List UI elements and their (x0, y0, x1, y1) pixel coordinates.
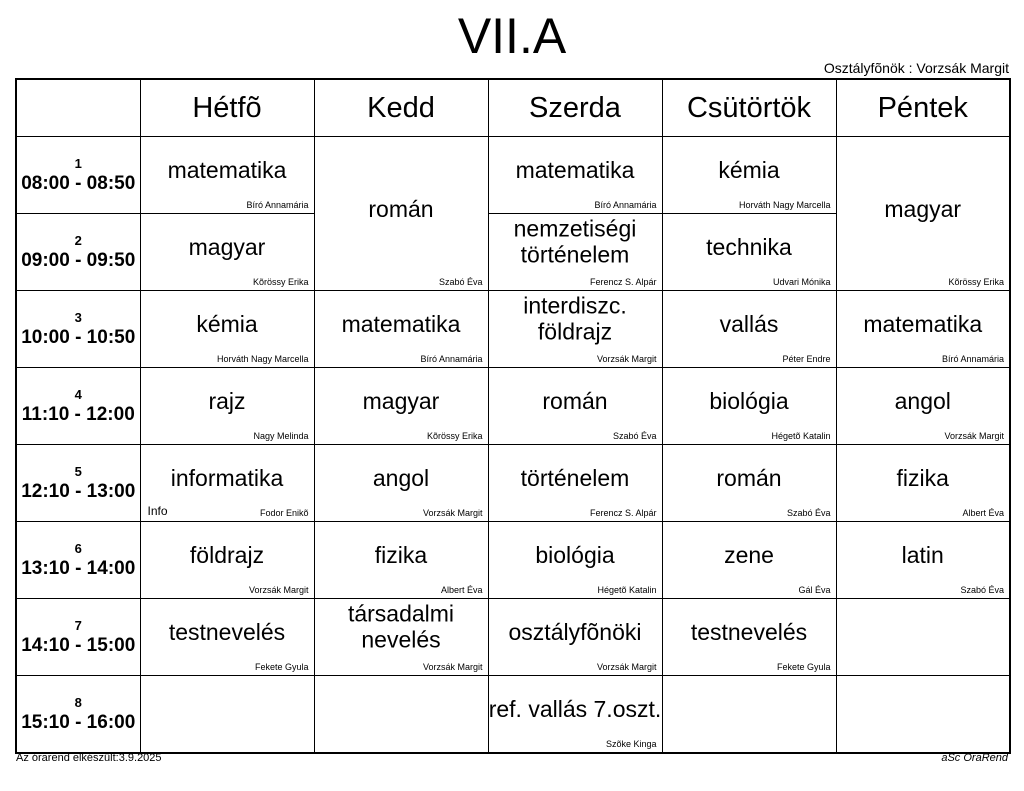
lesson-subject: zene (724, 541, 774, 568)
lesson-cell (836, 445, 1010, 522)
header-row (16, 79, 1010, 137)
period-row-6 (16, 522, 1010, 599)
lesson-cell (140, 291, 314, 368)
day-header-monday: Hétfõ (140, 79, 314, 137)
lesson-cell (488, 445, 662, 522)
lesson-teacher: Ferencz S. Alpár (589, 277, 657, 287)
period-row-8 (16, 676, 1010, 754)
period-label (16, 676, 140, 754)
lesson-cell (314, 445, 488, 522)
lesson-subject: román (716, 464, 782, 491)
lesson-cell (662, 368, 836, 445)
period-row-7 (16, 599, 1010, 676)
lesson-cell (488, 368, 662, 445)
empty-cell (836, 676, 1010, 754)
lesson-teacher: Szabó Éva (612, 431, 657, 441)
lesson-subject: fizika (374, 541, 428, 568)
lesson-teacher: Vorzsák Margit (944, 431, 1004, 441)
lesson-teacher: Szabó Éva (960, 585, 1004, 595)
lesson-cell (488, 599, 662, 676)
lesson-teacher: Szabó Éva (786, 508, 831, 518)
lesson-teacher: Albert Éva (440, 585, 483, 595)
lesson-subject: informatika (170, 464, 284, 491)
empty-cell (836, 599, 1010, 676)
lesson-teacher: Horváth Nagy Marcella (216, 354, 309, 364)
lesson-subject: matematika (167, 156, 287, 183)
period-time: 12:10 - 13:00 (21, 481, 136, 502)
period-number: 1 (74, 156, 82, 171)
lesson-teacher: Fodor Enikõ (259, 508, 309, 518)
lesson-cell (140, 368, 314, 445)
period-label (16, 599, 140, 676)
lesson-teacher: Vorzsák Margit (248, 585, 309, 595)
lesson-teacher: Nagy Melinda (253, 431, 309, 441)
lesson-teacher: Szabó Éva (438, 277, 483, 287)
corner-cell (16, 79, 140, 137)
lesson-subject: magyar (188, 233, 266, 260)
period-label (16, 368, 140, 445)
period-number: 2 (74, 233, 82, 248)
lesson-teacher: Albert Éva (962, 508, 1004, 518)
lesson-subject: angol (372, 464, 430, 491)
empty-cell (140, 676, 314, 754)
lesson-teacher: Szõke Kinga (605, 739, 657, 749)
lesson-cell (662, 214, 836, 291)
lesson-cell (836, 368, 1010, 445)
lesson-teacher: Bíró Annamária (420, 354, 483, 364)
lesson-teacher: Hégetõ Katalin (771, 431, 831, 441)
lesson-subject: földrajz (189, 541, 265, 568)
lesson-subject: magyar (884, 195, 962, 222)
lesson-subject: testnevelés (690, 618, 808, 645)
lesson-subject: technika (706, 233, 792, 260)
lesson-cell (836, 137, 1010, 291)
lesson-subject: osztályfõnöki (508, 618, 642, 645)
lesson-teacher: Ferencz S. Alpár (589, 508, 657, 518)
lesson-cell (662, 599, 836, 676)
timetable (15, 78, 1011, 754)
lesson-cell (488, 214, 662, 291)
lesson-cell (314, 291, 488, 368)
day-header-tuesday: Kedd (314, 79, 488, 137)
period-time: 14:10 - 15:00 (21, 635, 136, 656)
lesson-subject: biológia (535, 541, 615, 568)
lesson-teacher: Bíró Annamária (941, 354, 1004, 364)
lesson-cell (488, 137, 662, 214)
lesson-subject: történelem (520, 464, 630, 491)
lesson-cell (662, 445, 836, 522)
period-number: 4 (74, 387, 82, 402)
lesson-cell (140, 599, 314, 676)
lesson-subject: kémia (718, 156, 780, 183)
lesson-teacher: Bíró Annamária (594, 200, 657, 210)
lesson-subject: biológia (709, 387, 789, 414)
lesson-teacher: Vorzsák Margit (596, 662, 657, 672)
lesson-cell (140, 445, 314, 522)
lesson-cell (140, 522, 314, 599)
period-label (16, 445, 140, 522)
period-time: 13:10 - 14:00 (21, 558, 136, 579)
generated-date: Az órarend elkészült:3.9.2025 (16, 752, 162, 764)
day-header-wednesday: Szerda (488, 79, 662, 137)
lesson-cell (314, 137, 488, 291)
lesson-teacher: Gál Éva (798, 585, 831, 595)
lesson-subject: matematika (863, 310, 983, 337)
period-label (16, 214, 140, 291)
day-header-friday: Péntek (836, 79, 1010, 137)
period-time: 09:00 - 09:50 (21, 250, 136, 271)
period-label (16, 137, 140, 214)
lesson-cell (488, 522, 662, 599)
lesson-room: Info (147, 504, 168, 518)
period-row-1 (16, 137, 1010, 214)
lesson-cell (314, 368, 488, 445)
period-label (16, 291, 140, 368)
lesson-cell (314, 522, 488, 599)
software-credit: aSc OraRend (941, 752, 1008, 764)
period-number: 5 (74, 464, 82, 479)
period-time: 10:00 - 10:50 (21, 327, 136, 348)
lesson-subject: testnevelés (168, 618, 286, 645)
period-label (16, 522, 140, 599)
lesson-cell (140, 137, 314, 214)
lesson-teacher: Péter Endre (782, 354, 831, 364)
lesson-cell (662, 137, 836, 214)
day-header-thursday: Csütörtök (662, 79, 836, 137)
lesson-cell (314, 599, 488, 676)
lesson-cell (488, 291, 662, 368)
lesson-subject: magyar (362, 387, 440, 414)
lesson-teacher: Fekete Gyula (776, 662, 831, 672)
lesson-teacher: Hégetõ Katalin (597, 585, 657, 595)
head-teacher: Osztályfõnök : Vorzsák Margit (823, 60, 1009, 76)
lesson-subject: román (368, 195, 434, 222)
lesson-subject: vallás (719, 310, 779, 337)
lesson-cell (662, 522, 836, 599)
lesson-cell (488, 676, 662, 754)
lesson-subject: román (542, 387, 608, 414)
class-title: VII.A (457, 8, 567, 64)
period-time: 11:10 - 12:00 (21, 404, 135, 425)
lesson-cell (662, 291, 836, 368)
lesson-subject: ref. vallás 7.oszt. (488, 695, 662, 722)
period-time: 15:10 - 16:00 (21, 712, 136, 733)
lesson-cell (836, 522, 1010, 599)
lesson-subject: matematika (341, 310, 461, 337)
lesson-cell (836, 291, 1010, 368)
lesson-subject: rajz (208, 387, 246, 414)
lesson-subject: interdiszc. földrajz (523, 292, 627, 345)
period-number: 3 (74, 310, 82, 325)
lesson-teacher: Vorzsák Margit (422, 508, 483, 518)
lesson-subject: matematika (515, 156, 635, 183)
empty-cell (662, 676, 836, 754)
period-row-5 (16, 445, 1010, 522)
period-time: 08:00 - 08:50 (21, 173, 136, 194)
lesson-teacher: Kõrössy Erika (948, 277, 1004, 287)
lesson-teacher: Kõrössy Erika (252, 277, 309, 287)
lesson-teacher: Udvari Mónika (772, 277, 831, 287)
period-row-3 (16, 291, 1010, 368)
period-number: 6 (74, 541, 82, 556)
lesson-subject: fizika (896, 464, 949, 491)
empty-cell (314, 676, 488, 754)
lesson-teacher: Horváth Nagy Marcella (738, 200, 831, 210)
lesson-subject: nemzetiségi történelem (513, 215, 637, 268)
lesson-teacher: Bíró Annamária (246, 200, 309, 210)
lesson-cell (140, 214, 314, 291)
lesson-teacher: Vorzsák Margit (596, 354, 657, 364)
period-number: 8 (74, 695, 82, 710)
lesson-subject: latin (901, 541, 944, 568)
lesson-subject: társadalmi nevelés (347, 600, 455, 653)
period-number: 7 (74, 618, 82, 633)
lesson-subject: kémia (196, 310, 258, 337)
lesson-teacher: Vorzsák Margit (422, 662, 483, 672)
period-row-4 (16, 368, 1010, 445)
lesson-subject: angol (894, 387, 951, 414)
lesson-teacher: Kõrössy Erika (426, 431, 483, 441)
lesson-teacher: Fekete Gyula (254, 662, 309, 672)
